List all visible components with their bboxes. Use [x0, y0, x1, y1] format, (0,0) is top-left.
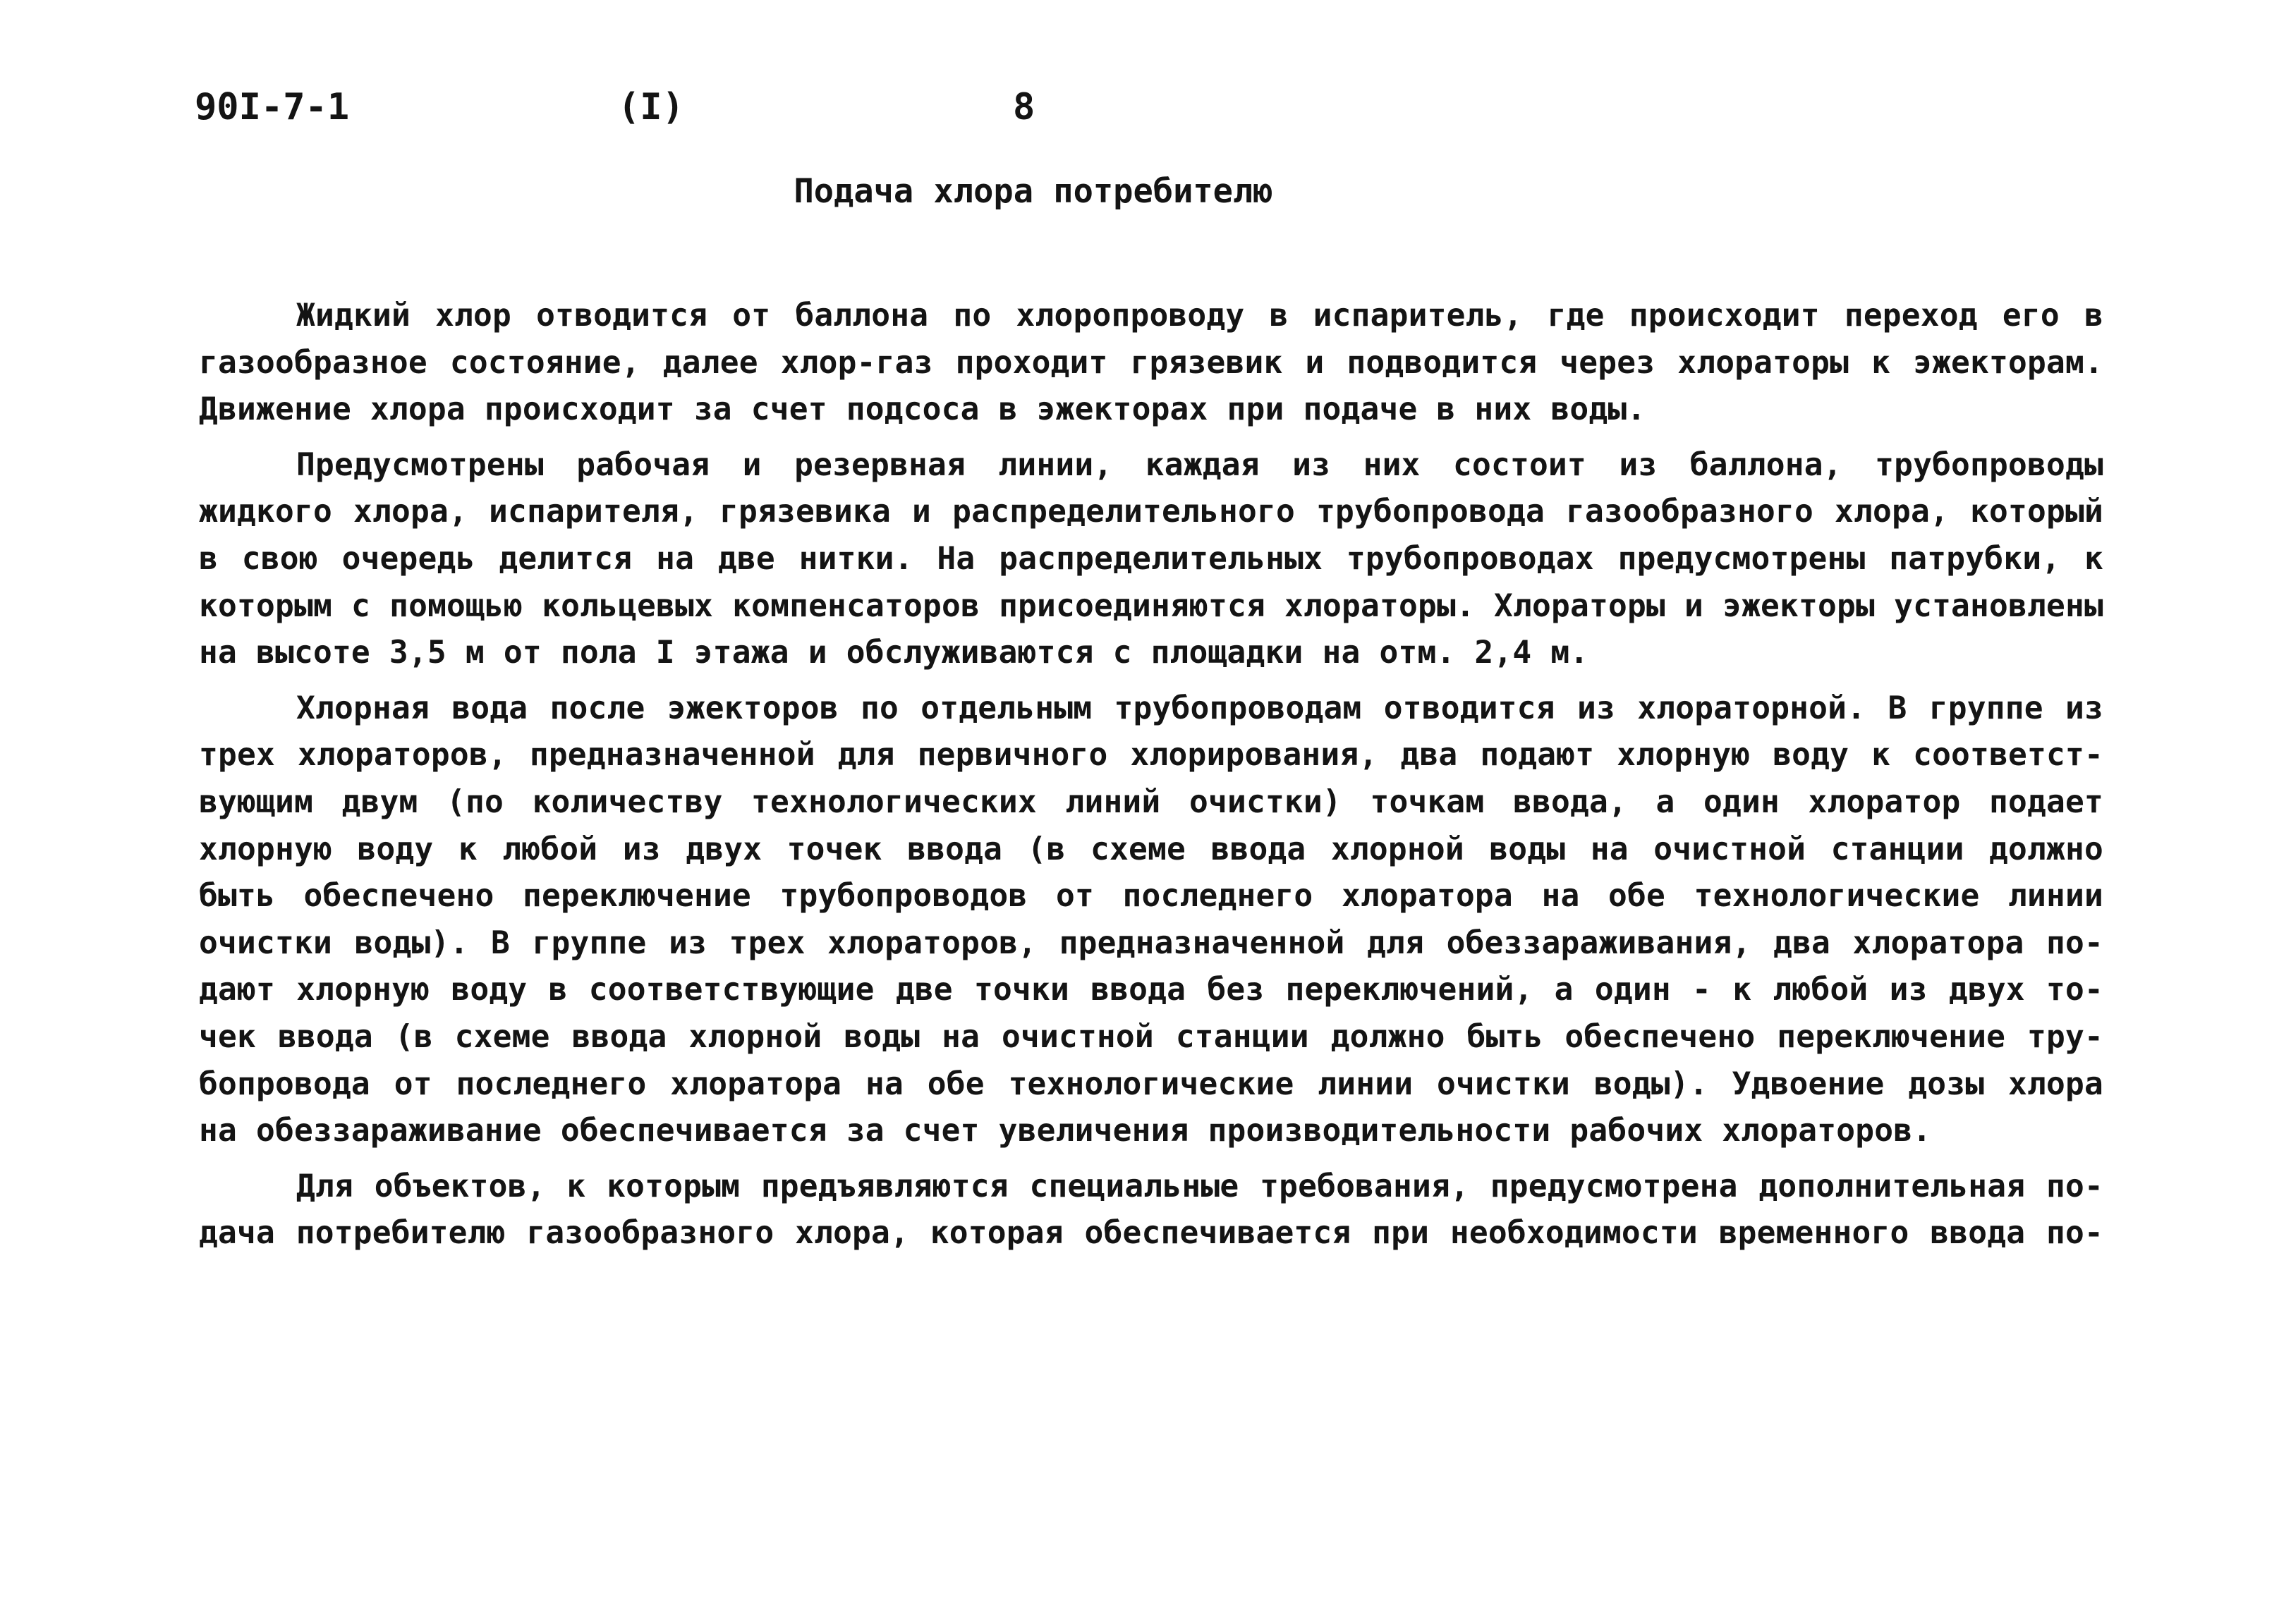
- text-line: чек ввода (в схеме ввода хлорной воды на очистной станции должно быть обеспечено переключение тру-: [199, 1018, 2103, 1055]
- section-title: Подача хлора потребителю: [794, 172, 1273, 211]
- text-line: бопровода от последнего хлоратора на обе технологические линии очистки воды). Удвоение дозы хлора: [199, 1066, 2103, 1102]
- body-text: [199, 293, 2103, 1266]
- text-line: хлорную воду к любой из двух точек ввода (в схеме ввода хлорной воды на очистной станции должно: [199, 831, 2103, 867]
- text-line: которым с помощью кольцевых компенсаторов присоединяются хлораторы. Хлораторы и эжекторы установлены: [199, 587, 2103, 624]
- page-number: 8: [1013, 86, 1035, 128]
- paragraph: [199, 1164, 2103, 1257]
- text-line: Хлорная вода после эжекторов по отдельным трубопроводам отводится из хлораторной. В группе из: [296, 690, 2103, 726]
- text-line: в свою очередь делится на две нитки. На распределительных трубопроводах предусмотрены патрубки, к: [199, 540, 2103, 577]
- text-line: трех хлораторов, предназначенной для первичного хлорирования, два подают хлорную воду к соответст-: [199, 737, 2103, 774]
- text-line: дача потребителю газообразного хлора, которая обеспечивается при необходимости временного ввода по-: [199, 1215, 2103, 1252]
- document-part: (I): [618, 86, 684, 128]
- text-line: жидкого хлора, испарителя, грязевика и распределительного трубопровода газообразного хлора, который: [199, 494, 2103, 530]
- text-line: на обеззараживание обеспечивается за счет увеличения производительности рабочих хлораторов.: [199, 1113, 1932, 1149]
- paragraph: [199, 685, 2103, 1155]
- text-line: Движение хлора происходит за счет подсоса в эжекторах при подаче в них воды.: [199, 391, 1646, 428]
- text-line: очистки воды). В группе из трех хлораторов, предназначенной для обеззараживания, два хлоратора по-: [199, 924, 2103, 961]
- text-line: Жидкий хлор отводится от баллона по хлоропроводу в испаритель, где происходит переход его в: [296, 298, 2103, 334]
- text-line: Для объектов, к которым предъявляются специальные требования, предусмотрена дополнительная по-: [296, 1168, 2103, 1204]
- text-line: вующим двум (по количеству технологических линий очистки) точкам ввода, а один хлоратор подает: [199, 783, 2103, 820]
- text-line: быть обеспечено переключение трубопроводов от последнего хлоратора на обе технологические линии: [199, 878, 2103, 915]
- paragraph: [199, 442, 2103, 677]
- text-line: на высоте 3,5 м от пола I этажа и обслуживаются с площадки на отм. 2,4 м.: [199, 635, 1589, 671]
- paragraph: [199, 293, 2103, 434]
- text-line: газообразное состояние, далее хлор-газ проходит грязевик и подводится через хлораторы к эжекторам.: [199, 344, 2103, 381]
- document-code: 90I-7-1: [195, 86, 350, 128]
- text-line: дают хлорную воду в соответствующие две точки ввода без переключений, а один - к любой из двух то-: [199, 972, 2103, 1008]
- text-line: Предусмотрены рабочая и резервная линии, каждая из них состоит из баллона, трубопроводы: [296, 446, 2103, 483]
